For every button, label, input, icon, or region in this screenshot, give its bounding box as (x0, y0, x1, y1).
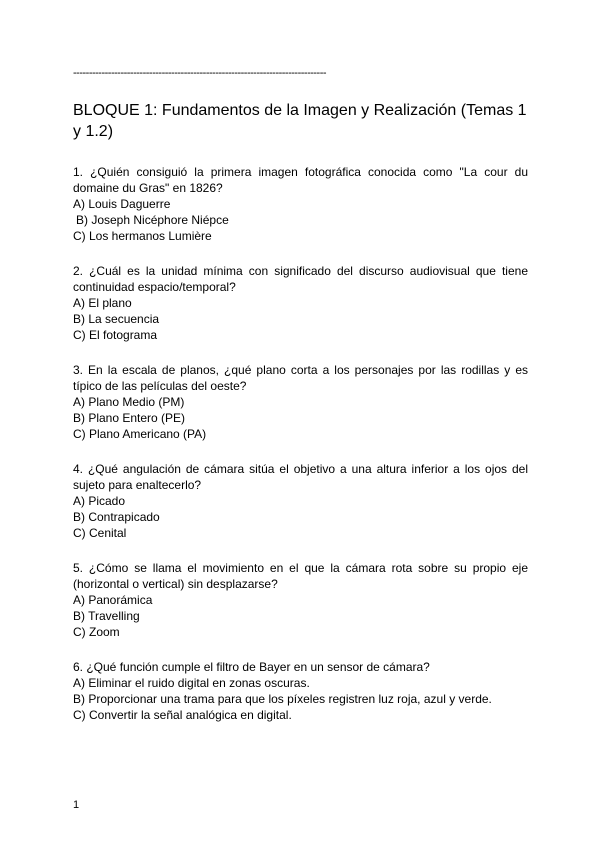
separator-line: -------------------------------------------------------------------------------- (73, 67, 327, 79)
question-text: 6. ¿Qué función cumple el filtro de Bayer en un sensor de cámara? (73, 660, 430, 674)
option-c: C) Plano Americano (PA) (73, 427, 207, 441)
option-c: C) Zoom (73, 625, 120, 639)
option-b: B) Joseph Nicéphore Niépce (76, 213, 229, 227)
option-b: B) Plano Entero (PE) (73, 411, 186, 425)
option-a: A) Picado (73, 494, 126, 508)
option-b: B) La secuencia (73, 312, 160, 326)
question-1 (73, 164, 528, 244)
option-b: B) Travelling (73, 609, 140, 623)
option-c: C) El fotograma (73, 328, 158, 342)
option-a: A) Louis Daguerre (73, 197, 171, 211)
option-a: A) Panorámica (73, 593, 153, 607)
option-c: C) Los hermanos Lumière (73, 229, 212, 243)
question-6 (73, 659, 528, 723)
question-2 (73, 263, 528, 343)
option-c: C) Cenital (73, 526, 127, 540)
question-3 (73, 362, 528, 442)
option-a: A) Plano Medio (PM) (73, 395, 185, 409)
option-b: B) Contrapicado (73, 510, 160, 524)
question-4 (73, 461, 528, 541)
document-page (73, 66, 528, 723)
option-c: C) Convertir la señal analógica en digital. (73, 708, 292, 722)
option-a: A) Eliminar el ruido digital en zonas oscuras. (73, 676, 310, 690)
option-a: A) El plano (73, 296, 132, 310)
question-text: 1. ¿Quién consiguió la primera imagen fotográfica conocida como "La cour du domaine du Gras" en 1826? (73, 165, 528, 195)
question-text: 3. En la escala de planos, ¿qué plano corta a los personajes por las rodillas y es típico de las películas del oeste? (73, 363, 528, 393)
page-number: 1 (73, 799, 80, 811)
question-text: 2. ¿Cuál es la unidad mínima con significado del discurso audiovisual que tiene continuidad espacio/temporal? (73, 264, 528, 294)
question-text: 4. ¿Qué angulación de cámara sitúa el objetivo a una altura inferior a los ojos del sujeto para enaltecerlo? (73, 462, 528, 492)
question-5 (73, 560, 528, 640)
block-title: BLOQUE 1: Fundamentos de la Imagen y Realización (Temas 1 y 1.2) (73, 102, 527, 140)
option-b: B) Proporcionar una trama para que los píxeles registren luz roja, azul y verde. (73, 692, 492, 706)
question-text: 5. ¿Cómo se llama el movimiento en el que la cámara rota sobre su propio eje (horizontal o vertical) sin desplazarse? (73, 561, 528, 591)
